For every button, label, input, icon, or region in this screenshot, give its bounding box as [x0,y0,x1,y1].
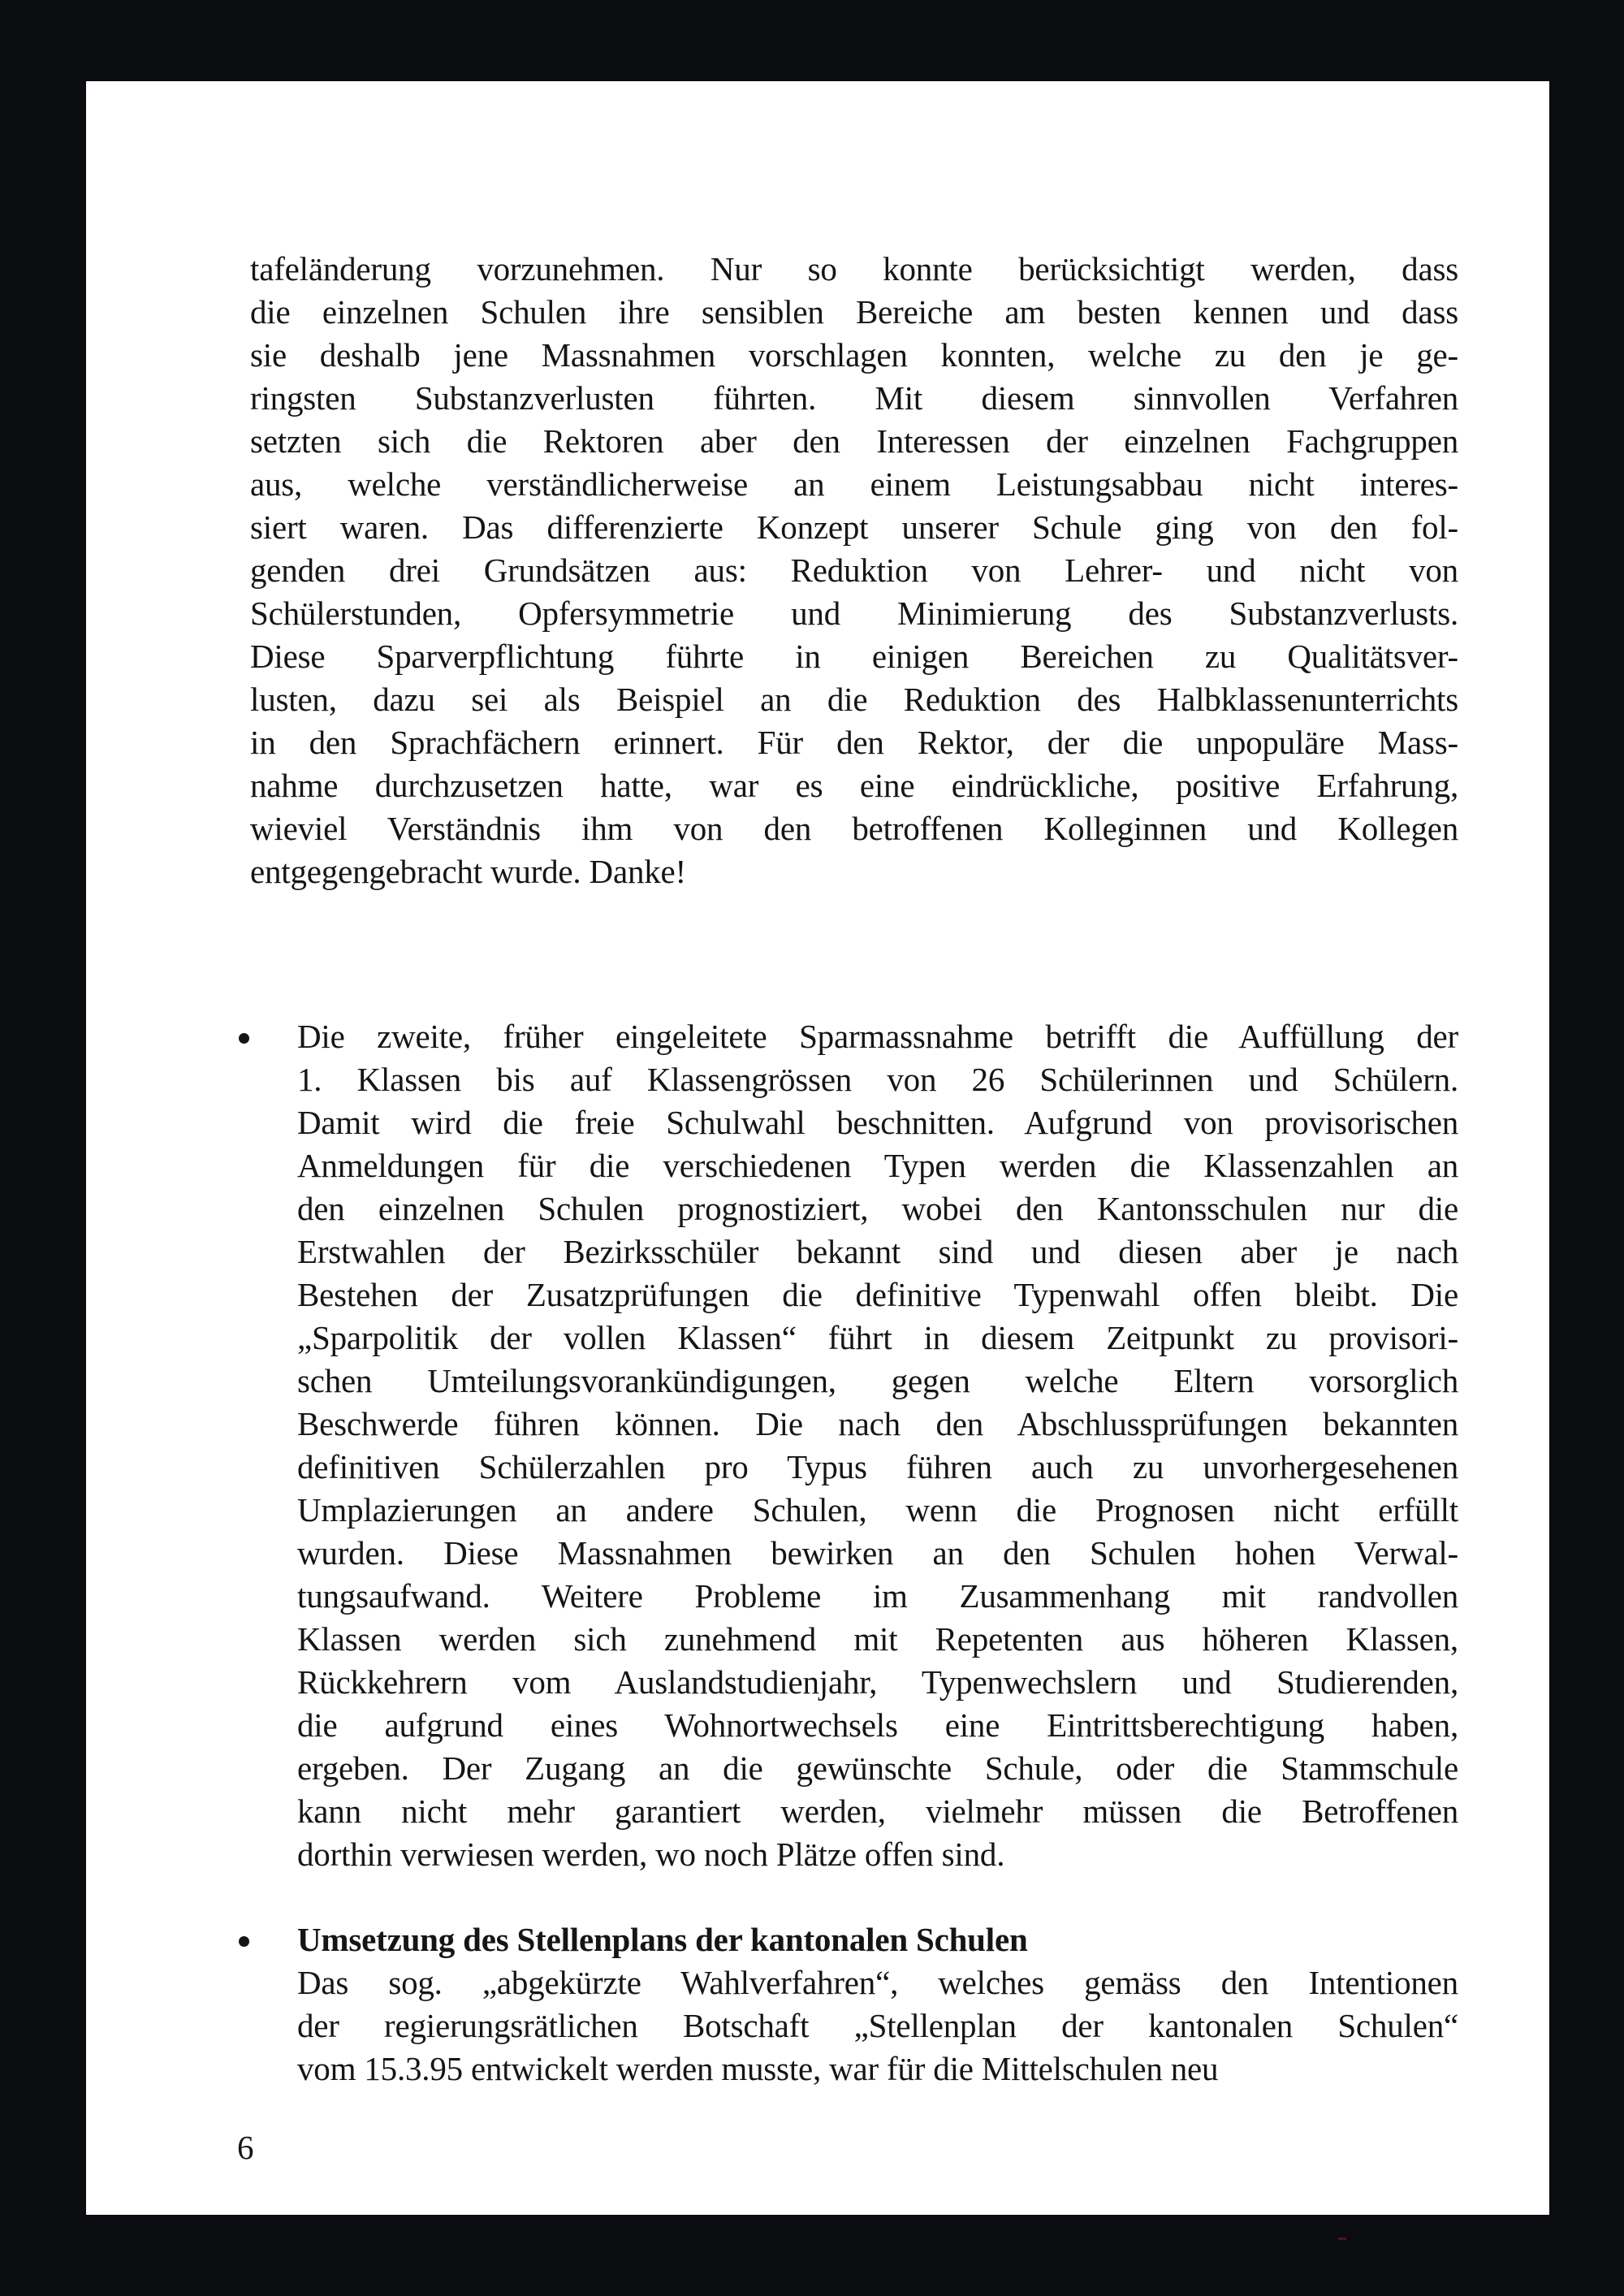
text-line: nahme durchzusetzen hatte, war es eine eindrückliche, positive Erfahrung, [250,767,1458,804]
text-line: wurden. Diese Massnahmen bewirken an den Schulen hohen Verwal- [297,1534,1458,1572]
text-line: Beschwerde führen können. Die nach den Abschlussprüfungen bekannten [297,1405,1458,1442]
document-page [86,81,1549,2215]
text-line: die einzelnen Schulen ihre sensiblen Bereiche am besten kennen und dass [250,293,1458,331]
text-line: Diese Sparverpflichtung führte in einigen Bereichen zu Qualitätsver- [250,638,1458,675]
text-line: Die zweite, früher eingeleitete Sparmassnahme betrifft die Auffüllung der [297,1018,1458,1055]
text-line: Bestehen der Zusatzprüfungen die definitive Typenwahl offen bleibt. Die [297,1276,1458,1313]
text-line: schen Umteilungsvorankündigungen, gegen welche Eltern vorsorglich [297,1362,1458,1399]
text-line: kann nicht mehr garantiert werden, vielmehr müssen die Betroffenen [297,1792,1458,1830]
text-line: Erstwahlen der Bezirksschüler bekannt sind und diesen aber je nach [297,1233,1458,1270]
intro-paragraph [250,248,1458,893]
text-line: der regierungsrätlichen Botschaft „Stellenplan der kantonalen Schulen“ [297,2007,1458,2044]
bullet-icon [239,1936,249,1947]
section-heading: Umsetzung des Stellenplans der kantonalen Schulen [297,1921,1028,1958]
text-line: Umplazierungen an andere Schulen, wenn die Prognosen nicht erfüllt [297,1491,1458,1529]
text-line: Schülerstunden, Opfersymmetrie und Minimierung des Substanzverlusts. [250,595,1458,632]
text-line: ringsten Substanzverlusten führten. Mit diesem sinnvollen Verfahren [250,379,1458,417]
text-line: tafeländerung vorzunehmen. Nur so konnte berücksichtigt werden, dass [250,250,1458,288]
text-line: Damit wird die freie Schulwahl beschnitten. Aufgrund von provisorischen [297,1104,1458,1141]
bullet-body [297,1918,1458,2091]
page-number: 6 [237,2129,254,2166]
text-line: tungsaufwand. Weitere Probleme im Zusammenhang mit randvollen [297,1577,1458,1615]
text-line: ergeben. Der Zugang an die gewünschte Schule, oder die Stammschule [297,1749,1458,1787]
text-line: Klassen werden sich zunehmend mit Repetenten aus höheren Klassen, [297,1620,1458,1658]
text-line: „Sparpolitik der vollen Klassen“ führt in diesem Zeitpunkt zu provisori- [297,1319,1458,1356]
text-line: die aufgrund eines Wohnortwechsels eine Eintrittsberechtigung haben, [297,1706,1458,1744]
text-line: Rückkehrern vom Auslandstudienjahr, Typenwechslern und Studierenden, [297,1663,1458,1701]
text-line: aus, welche verständlicherweise an einem Leistungsabbau nicht interes- [250,465,1458,503]
text-line: vom 15.3.95 entwickelt werden musste, war für die Mittelschulen neu [297,2050,1219,2087]
text-line: Das sog. „abgekürzte Wahlverfahren“, welches gemäss den Intentionen [297,1964,1458,2001]
text-line: dorthin verwiesen werden, wo noch Plätze offen sind. [297,1836,1005,1873]
bullet-body [297,1015,1458,1876]
text-line: definitiven Schülerzahlen pro Typus führen auch zu unvorhergesehenen [297,1448,1458,1485]
text-line: entgegengebracht wurde. Danke! [250,853,686,890]
text-line: Anmeldungen für die verschiedenen Typen werden die Klassenzahlen an [297,1147,1458,1184]
text-line: setzten sich die Rektoren aber den Interessen der einzelnen Fachgruppen [250,422,1458,460]
text-line: in den Sprachfächern erinnert. Für den Rektor, der die unpopuläre Mass- [250,724,1458,761]
bullet-icon [239,1033,249,1044]
text-line: wieviel Verständnis ihm von den betroffenen Kolleginnen und Kollegen [250,810,1458,847]
text-line: genden drei Grundsätzen aus: Reduktion von Lehrer- und nicht von [250,551,1458,589]
text-line: den einzelnen Schulen prognostiziert, wobei den Kantonsschulen nur die [297,1190,1458,1227]
text-line: siert waren. Das differenzierte Konzept unserer Schule ging von den fol- [250,508,1458,546]
text-line: 1. Klassen bis auf Klassengrössen von 26 Schülerinnen und Schülern. [297,1061,1458,1098]
scan-artifact [1338,2238,1346,2240]
text-line: sie deshalb jene Massnahmen vorschlagen konnten, welche zu den je ge- [250,336,1458,374]
text-line: lusten, dazu sei als Beispiel an die Reduktion des Halbklassenunterrichts [250,681,1458,718]
